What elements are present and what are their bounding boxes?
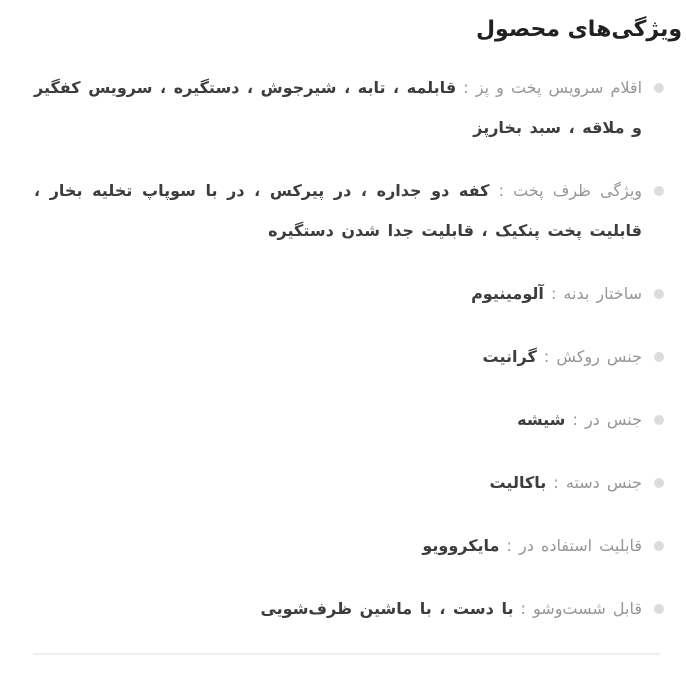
feature-text <box>34 171 642 251</box>
feature-item <box>34 337 686 377</box>
feature-value: مایکروویو <box>422 536 500 555</box>
section-divider <box>33 653 660 655</box>
feature-text <box>34 400 642 440</box>
feature-value: کفه دو جداره ، در پیرکس ، در با سوپاپ تخلیه بخار ، قابلیت پخت پنکیک ، قابلیت جدا شدن دستگیره <box>34 181 642 240</box>
product-features-section <box>0 14 686 700</box>
feature-separator: : <box>565 410 585 429</box>
feature-label: جنس روکش <box>556 347 642 366</box>
feature-label: قابل شست‌وشو <box>533 599 642 618</box>
feature-item <box>34 463 686 503</box>
feature-item <box>34 68 686 148</box>
feature-label: ساختار بدنه <box>563 284 642 303</box>
feature-value: با دست ، با ماشین ظرف‌شویی <box>260 599 514 618</box>
bullet-icon <box>654 478 664 488</box>
bullet-icon <box>654 541 664 551</box>
feature-text <box>34 589 642 629</box>
feature-item <box>34 526 686 566</box>
bullet-icon <box>654 83 664 93</box>
feature-text <box>34 526 642 566</box>
feature-item <box>34 400 686 440</box>
feature-value: باکالیت <box>489 473 547 492</box>
feature-separator: : <box>543 284 564 303</box>
feature-value: گرانیت <box>482 347 537 366</box>
feature-text <box>34 337 642 377</box>
bullet-icon <box>654 186 664 196</box>
feature-separator: : <box>499 536 519 555</box>
feature-separator: : <box>546 473 566 492</box>
feature-value: شیشه <box>517 410 566 429</box>
feature-item <box>34 589 686 629</box>
feature-text <box>34 463 642 503</box>
feature-separator: : <box>489 181 514 200</box>
feature-value: آلومینیوم <box>471 284 544 303</box>
feature-text <box>34 274 642 314</box>
feature-value: قابلمه ، تابه ، شیرجوش ، دستگیره ، سرویس کفگیر و ملاقه ، سبد بخارپز <box>34 78 642 137</box>
bullet-icon <box>654 604 664 614</box>
feature-item <box>34 274 686 314</box>
features-list <box>0 68 686 629</box>
feature-text <box>34 68 642 148</box>
feature-label: اقلام سرویس پخت و پز <box>475 78 643 97</box>
feature-label: ویژگی ظرف پخت <box>513 181 642 200</box>
feature-label: جنس دسته <box>565 473 642 492</box>
bullet-icon <box>654 352 664 362</box>
bullet-icon <box>654 415 664 425</box>
feature-label: قابلیت استفاده در <box>519 536 642 555</box>
section-title: ویژگی‌های محصول <box>475 17 682 42</box>
feature-separator: : <box>513 599 534 618</box>
bullet-icon <box>654 289 664 299</box>
feature-separator: : <box>536 347 557 366</box>
feature-item <box>34 171 686 251</box>
feature-label: جنس در <box>584 410 642 429</box>
feature-separator: : <box>456 78 476 97</box>
